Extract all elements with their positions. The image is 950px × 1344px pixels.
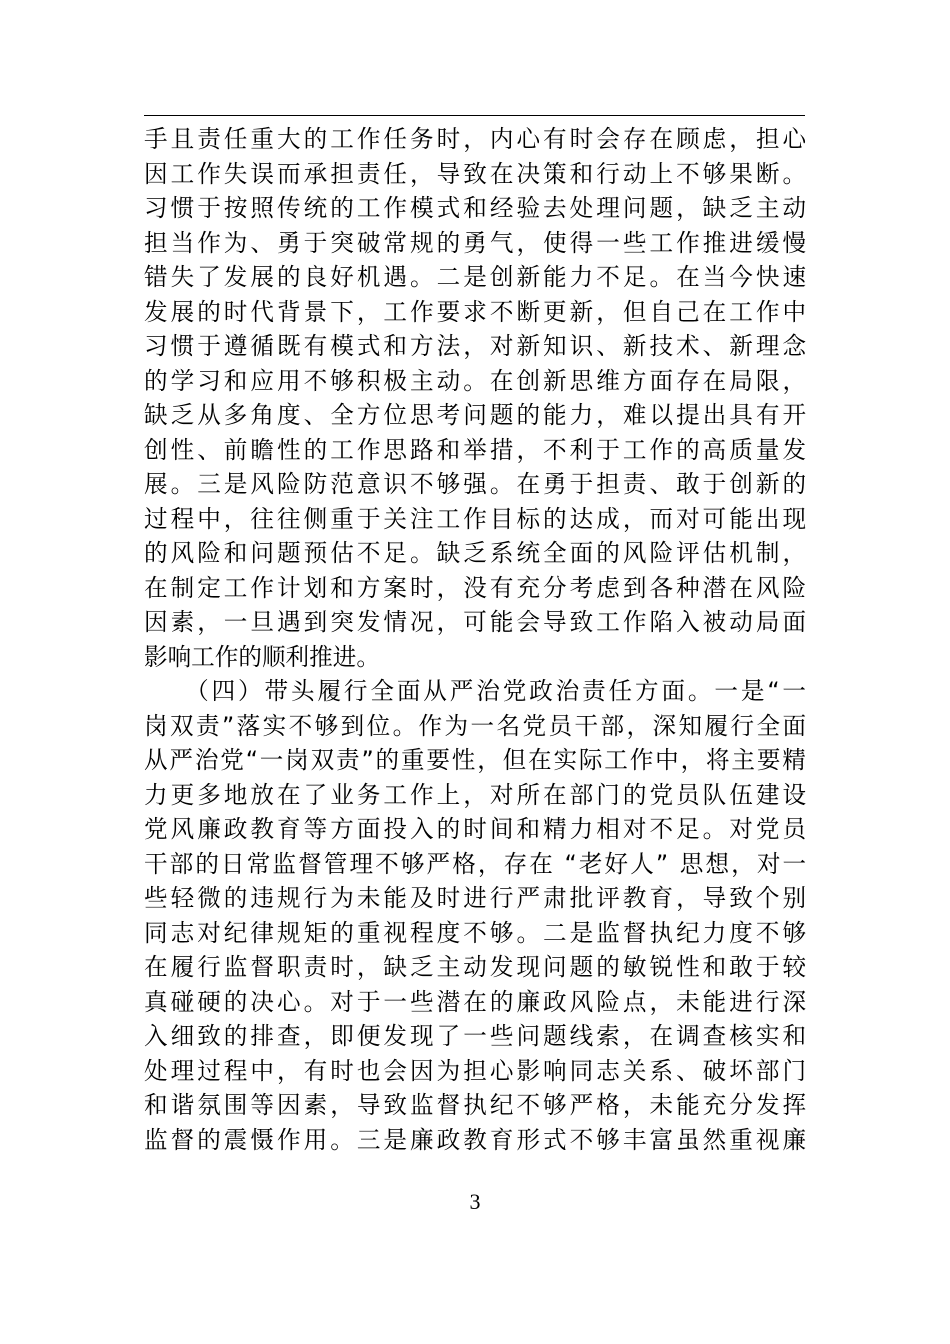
text-line: 些轻微的违规行为未能及时进行严肃批评教育，导致个别 (144, 884, 809, 912)
text-line: （四）带头履行全面从严治党政治责任方面。一是“一 (144, 677, 809, 705)
text-line: 的风险和问题预估不足。缺乏系统全面的风险评估机制， (144, 539, 809, 567)
text-line: 展。三是风险防范意识不够强。在勇于担责、敢于创新的 (144, 470, 809, 498)
header-rule (144, 115, 805, 116)
text-line: 从严治党“一岗双责”的重要性，但在实际工作中，将主要精 (144, 746, 808, 774)
text-line: 在制定工作计划和方案时，没有充分考虑到各种潜在风险 (144, 573, 809, 602)
text-line: 入细致的排查，即便发现了一些问题线索，在调查核实和 (144, 1022, 809, 1050)
text-line: 错失了发展的良好机遇。二是创新能力不足。在当今快速 (144, 263, 809, 291)
page-number: 3 (469, 1189, 481, 1214)
text-line: 习惯于按照传统的工作模式和经验去处理问题，缺乏主动 (144, 194, 809, 222)
body-text (144, 122, 809, 1157)
text-line: 影响工作的顺利推进。 (144, 642, 380, 671)
text-line: 的学习和应用不够积极主动。在创新思维方面存在局限， (144, 366, 809, 395)
text-line: 过程中，往往侧重于关注工作目标的达成，而对可能出现 (144, 504, 809, 533)
text-line: 和谐氛围等因素，导致监督执纪不够严格，未能充分发挥 (144, 1091, 809, 1119)
text-line: 党风廉政教育等方面投入的时间和精力相对不足。对党员 (144, 815, 809, 843)
text-line: 手且责任重大的工作任务时，内心有时会存在顾虑，担心 (144, 125, 809, 153)
text-line: 因素，一旦遇到突发情况，可能会导致工作陷入被动局面 (144, 608, 809, 636)
text-line: 干部的日常监督管理不够严格，存在 “老好人” 思想，对一 (144, 849, 809, 878)
text-line: 缺乏从多角度、全方位思考问题的能力，难以提出具有开 (144, 401, 809, 429)
text-line: 在履行监督职责时，缺乏主动发现问题的敏锐性和敢于较 (144, 953, 809, 981)
text-line: 发展的时代背景下，工作要求不断更新，但自己在工作中 (144, 297, 809, 326)
text-line: 因工作失误而承担责任，导致在决策和行动上不够果断。 (144, 159, 809, 188)
text-line: 同志对纪律规矩的重视程度不够。二是监督执纪力度不够 (144, 918, 809, 947)
text-line: 力更多地放在了业务工作上，对所在部门的党员队伍建设 (144, 780, 809, 809)
text-line: 习惯于遵循既有模式和方法，对新知识、新技术、新理念 (144, 332, 809, 360)
text-line: 担当作为、勇于突破常规的勇气，使得一些工作推进缓慢 (144, 228, 809, 257)
text-line: 岗双责”落实不够到位。作为一名党员干部，深知履行全面 (144, 711, 809, 740)
text-line: 创性、前瞻性的工作思路和举措，不利于工作的高质量发 (144, 435, 809, 464)
text-line: 监督的震慑作用。三是廉政教育形式不够丰富虽然重视廉 (144, 1125, 809, 1154)
text-line: 真碰硬的决心。对于一些潜在的廉政风险点，未能进行深 (144, 987, 809, 1016)
text-line: 处理过程中，有时也会因为担心影响同志关系、破坏部门 (144, 1056, 809, 1085)
